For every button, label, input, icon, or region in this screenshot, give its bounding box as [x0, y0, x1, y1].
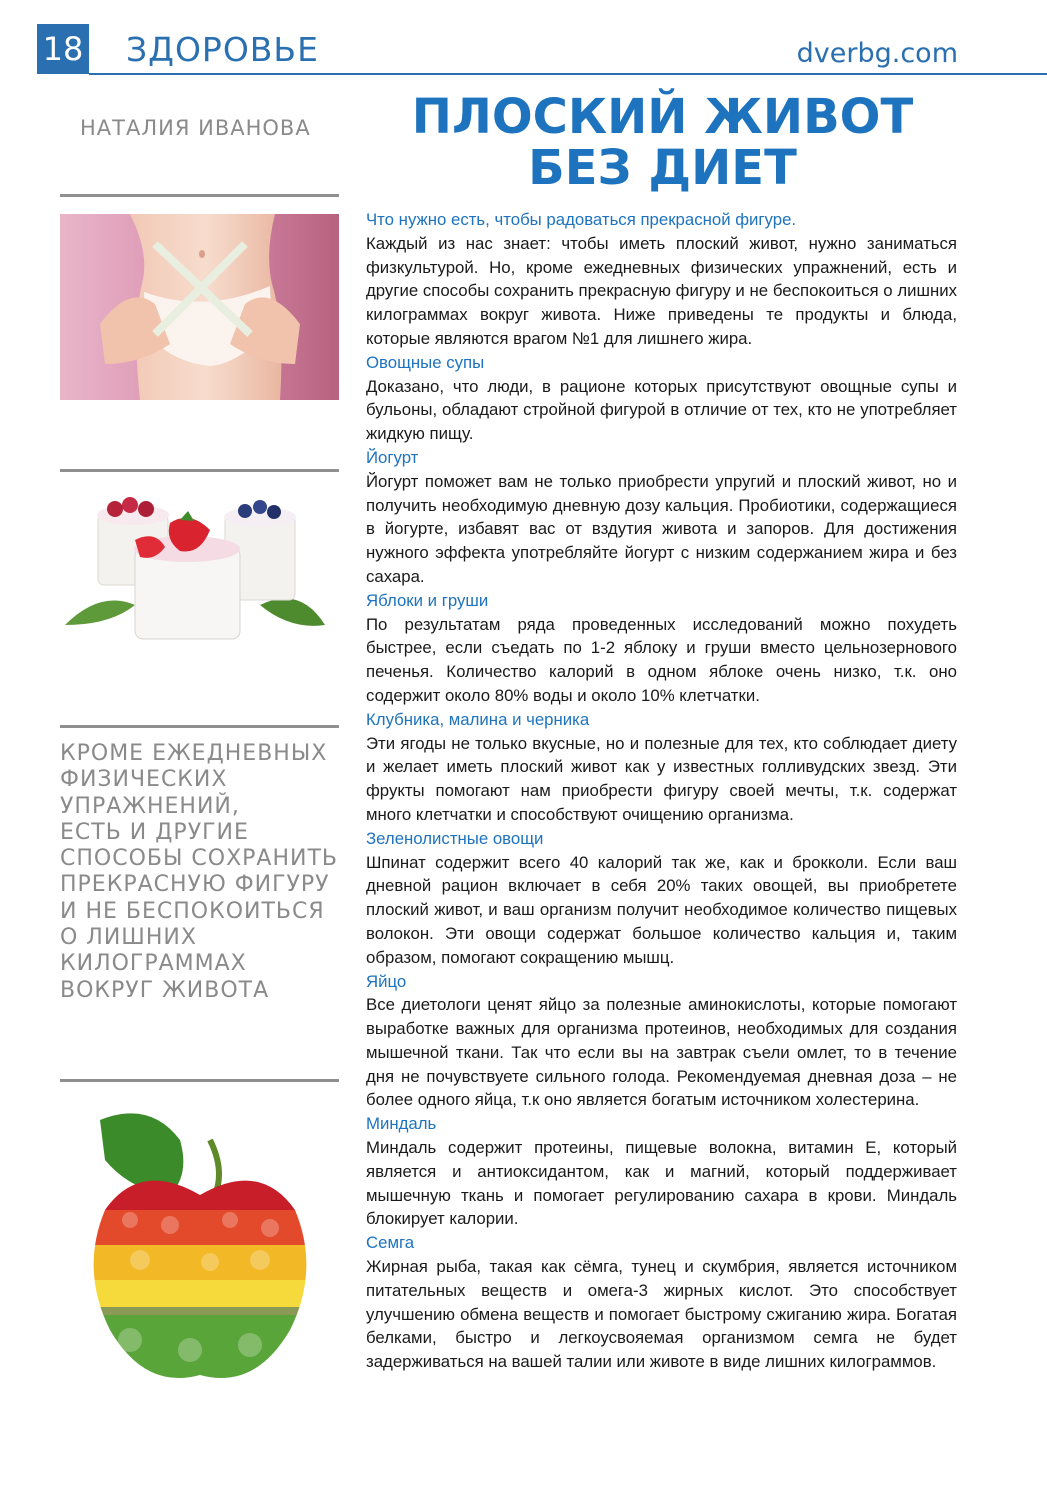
section-heading: Йогурт [366, 447, 419, 467]
column-divider [60, 1079, 339, 1082]
article-intro: Каждый из нас знает: чтобы иметь плоский живот, нужно заниматься физкультурой. Но, кроме ежедневных физических упражнений, есть и другие способы сохранить прекрасную фигуру и не беспокоиться о лишних килограммах вокруг живота. Ниже приведены те продукты и блюда, которые являются врагом №1 для лишнего жира. [366, 233, 957, 348]
section-heading: Зеленолистные овощи [366, 828, 544, 848]
section-text: Доказано, что люди, в рационе которых присутствуют овощные супы и бульоны, обладают стройной фигурой в отличие от тех, кто не употребляет жидкую пищу. [366, 376, 957, 444]
article-lead: Что нужно есть, чтобы радоваться прекрасной фигуре. [366, 210, 797, 229]
section-heading: Миндаль [366, 1114, 437, 1134]
pull-quote-line: И НЕ БЕСПОКОИТЬСЯ [60, 898, 325, 924]
section-text: Йогурт поможет вам не только приобрести упругий и плоский живот, но и получить необходимую дневную дозу кальция. Пробиотики, содержащиеся в йогурте, избавят вас от вздутия живота и запоров. Для достижения нужного эффекта употребляйте йогурт с низким содержанием жира и без сахара. [366, 471, 957, 586]
section-text: Шпинат содержит всего 40 калорий так же, как и брокколи. Если ваш дневной рацион включает в себя 20% таких овощей, вы приобретете плоский живот, и ваш организм получит необходимое количество пищевых волокон. Эти овощи содержат большое количество кальция и, таким образом, помогают сокращению мышц. [366, 852, 957, 967]
yogurt-berries-photo [60, 485, 339, 655]
pull-quote [60, 741, 345, 1004]
section-heading: Яйцо [366, 971, 407, 991]
column-divider [60, 725, 339, 728]
pull-quote-line: О ЛИШНИХ [60, 925, 197, 951]
pull-quote-line: УПРАЖНЕНИЙ, [60, 793, 240, 819]
pull-quote-line: КРОМЕ ЕЖЕДНЕВНЫХ [60, 741, 328, 766]
article-title-line: БЕЗ ДИЕТ [528, 140, 797, 196]
article-title [400, 89, 925, 196]
section-text: Эти ягоды не только вкусные, но и полезные для тех, кто соблюдает диету и желает иметь плоский живот как у известных голливудских звезд. Эти фрукты помогают нам приобрести фигуру своей мечты, т.к. содержат много клетчатки и способствуют очищению организма. [366, 733, 957, 824]
waist-measure-photo [60, 214, 339, 400]
section-text: Миндаль содержит протеины, пищевые волокна, витамин Е, который является и антиоксидантом, как и магний, который поддерживает мышечную ткань и помогает регулированию сахара в крови. Миндаль блокирует калории. [366, 1138, 957, 1229]
section-heading: Овощные супы [366, 352, 485, 372]
column-divider [60, 469, 339, 472]
section-heading: Семга [366, 1233, 415, 1253]
article-body [366, 208, 957, 1374]
pull-quote-line: СПОСОБЫ СОХРАНИТЬ [60, 846, 338, 872]
section-heading: Клубника, малина и черника [366, 709, 590, 729]
pull-quote-line: ПРЕКРАСНУЮ ФИГУРУ [60, 872, 330, 898]
pull-quote-line: ВОКРУГ ЖИВОТА [60, 977, 270, 1003]
section-text: Жирная рыба, такая как сёмга, тунец и скумбрия, является источником питательных веществ и омега-3 жирных кислот. Это способствует улучшению обмена веществ и помогает быстрому сжиганию жира. Богатая белками, быстро и легкоусвояемая организмом семга не будет задерживаться на вашей талии или животе в виде лишних килограммов. [366, 1257, 957, 1372]
section-title: ЗДОРОВЬЕ [126, 30, 319, 69]
page-number: 18 [37, 24, 89, 74]
fruit-apple-photo [60, 1100, 339, 1400]
section-text: По результатам ряда проведенных исследований можно похудеть быстрее, если съедать по 1-2 яблоку и груши вместо цельнозернового печенья. Количество калорий в одном яблоке очень низко, т.к. оно содержит около 80% воды и около 10% клетчатки. [366, 614, 957, 705]
section-text: Все диетологи ценят яйцо за полезные аминокислоты, которые помогают выработке важных для организма протеинов, необходимых для создания мышечной ткани. Так что если вы на завтрак съели омлет, то в течение дня не почувствуете сильного голода. Рекомендуемая дневная доза – не более одного яйца, т.к оно является богатым источником холестерина. [366, 995, 957, 1110]
author-name: НАТАЛИЯ ИВАНОВА [80, 116, 311, 140]
pull-quote-line: КИЛОГРАММАХ [60, 951, 247, 977]
article-title-line: ПЛОСКИЙ ЖИВОТ [411, 89, 914, 145]
site-name: dverbg.com [796, 38, 958, 69]
header-rule [89, 73, 1047, 75]
pull-quote-line: ФИЗИЧЕСКИХ [60, 767, 228, 793]
section-heading: Яблоки и груши [366, 590, 489, 610]
column-divider [60, 194, 339, 197]
pull-quote-line: ЕСТЬ И ДРУГИЕ [60, 819, 249, 845]
